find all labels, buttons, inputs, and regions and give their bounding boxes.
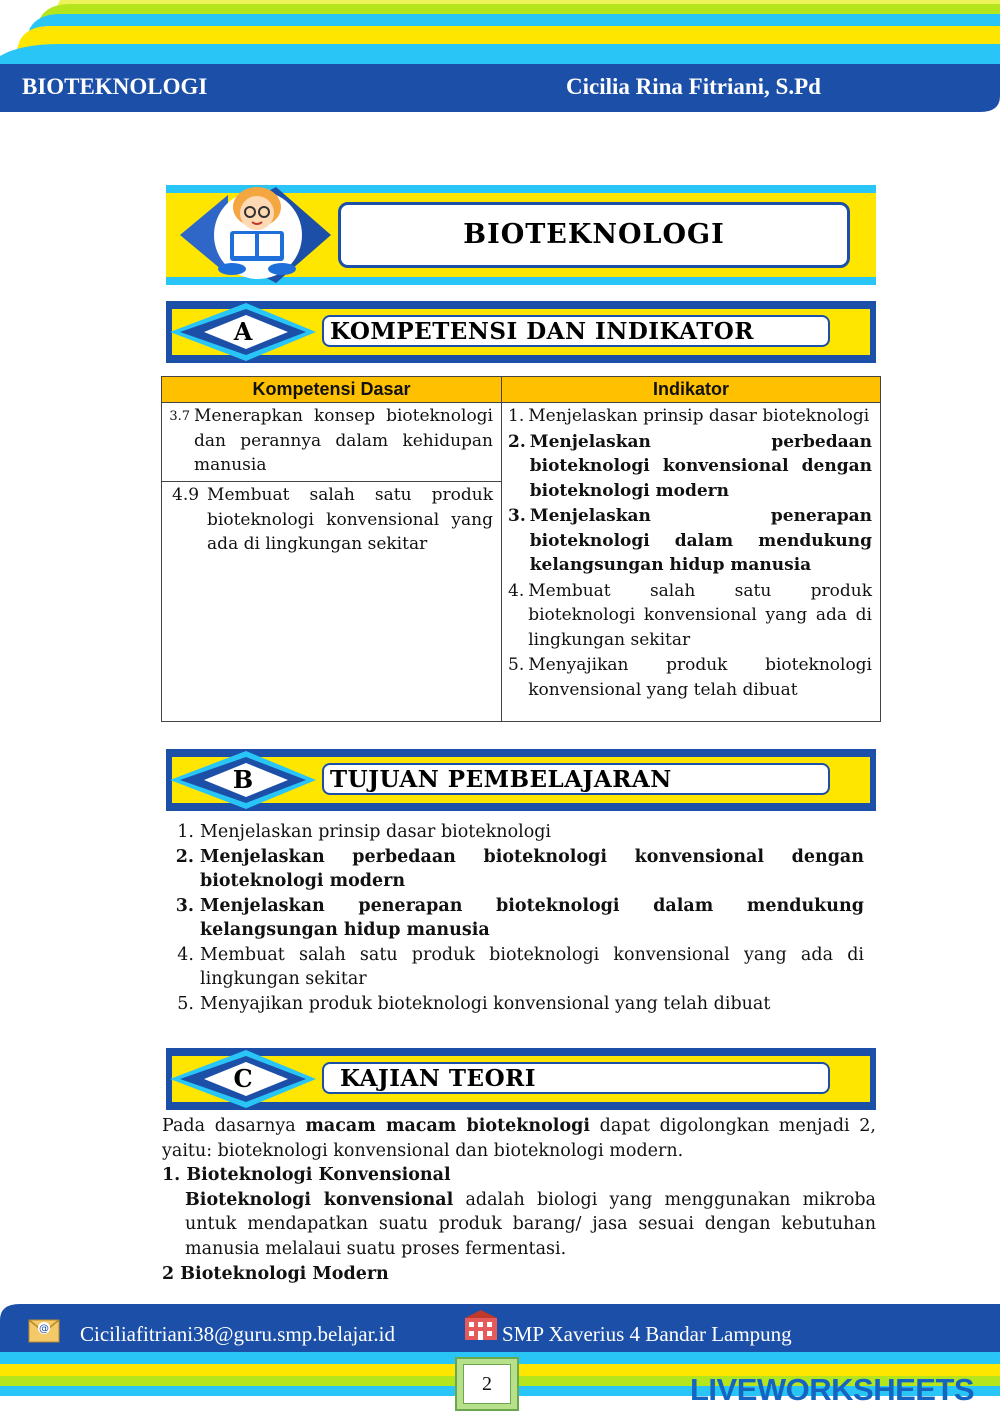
email-icon <box>28 1316 60 1344</box>
list-text: Menyajikan produk bioteknologi konvensional yang telah dibuat <box>200 993 771 1014</box>
list-text: Menjelaskan penerapan bioteknologi dalam mendukung kelangsungan hidup manusia <box>200 895 864 940</box>
section-c-title-box <box>322 1062 830 1094</box>
section-a-letter: A <box>233 317 253 346</box>
indicator-item <box>502 578 880 653</box>
indicator-text: Membuat salah satu produk bioteknologi konvensional yang ada di lingkungan sekitar <box>528 580 872 650</box>
header-author: Cicilia Rina Fitriani, S.Pd <box>566 74 821 99</box>
paragraph-text: adalah biologi yang menggunakan mikroba untuk mendapatkan suatu produk barang/ jasa sesuai dengan kebutuhan manusia melalaui suatu proses fermentasi. <box>185 1189 876 1259</box>
list-item <box>170 894 864 943</box>
section-b-title-box <box>322 763 830 795</box>
paragraph-bold-text: Bioteknologi konvensional <box>185 1189 454 1210</box>
table-header-kd: Kompetensi Dasar <box>162 377 502 403</box>
kd-text: Membuat salah satu produk bioteknologi konvensional yang ada di lingkungan sekitar <box>207 485 493 554</box>
section-b-banner <box>166 749 876 811</box>
theory-content <box>162 1114 876 1286</box>
header-stripes <box>0 0 1000 120</box>
indicator-text: Menjelaskan perbedaan bioteknologi konvensional dengan bioteknologi modern <box>529 431 872 501</box>
indicator-number: 2. <box>508 431 526 452</box>
kd-number: 4.9 <box>172 485 200 505</box>
school-building-icon <box>463 1310 499 1342</box>
footer-school: SMP Xaverius 4 Bandar Lampung <box>502 1322 792 1346</box>
theory-paragraph-1 <box>162 1188 876 1262</box>
list-text: Menjelaskan prinsip dasar bioteknologi <box>200 822 552 842</box>
list-item <box>170 845 864 894</box>
page-number-box <box>455 1357 519 1411</box>
indicator-number: 3. <box>508 506 526 526</box>
kd-cell-1 <box>162 403 502 482</box>
indicator-text: Menyajikan produk bioteknologi konvensional yang telah dibuat <box>528 655 872 700</box>
footer-email: Ciciliafitriani38@guru.smp.belajar.id <box>80 1322 396 1346</box>
reading-child-illustration <box>202 179 312 279</box>
list-text: Menjelaskan perbedaan bioteknologi konvensional dengan bioteknologi modern <box>200 846 864 891</box>
section-a-title: KOMPETENSI DAN INDIKATOR <box>330 318 754 345</box>
list-number: 4. <box>177 944 194 965</box>
table-header-indicator: Indikator <box>502 377 881 403</box>
header-subject: BIOTEKNOLOGI <box>22 74 208 99</box>
kd-number: 3.7 <box>169 409 190 424</box>
section-c-letter: C <box>233 1064 253 1093</box>
page-footer <box>0 1300 1000 1414</box>
list-number: 1. <box>177 822 194 842</box>
page-number: 2 <box>463 1364 511 1404</box>
indicator-item <box>502 503 880 578</box>
kd-text: Menerapkan konsep bioteknologi dan perannya dalam kehidupan manusia <box>194 406 493 475</box>
theory-heading-2: 2 Bioteknologi Modern <box>162 1263 389 1284</box>
liveworksheets-watermark: LIVEWORKSHEETS <box>690 1372 975 1407</box>
page-header <box>0 0 1000 120</box>
intro-bold-text: macam macam bioteknologi <box>305 1116 591 1136</box>
title-box <box>338 202 850 268</box>
indicator-item <box>502 652 880 702</box>
section-b-title: TUJUAN PEMBELAJARAN <box>330 766 672 793</box>
svg-text:@: @ <box>39 1323 49 1335</box>
page-title: BIOTEKNOLOGI <box>463 219 725 250</box>
indicator-cell <box>502 403 881 722</box>
indicator-item <box>502 403 880 429</box>
indicator-item <box>502 429 880 504</box>
section-c-title: KAJIAN TEORI <box>340 1065 536 1092</box>
indicator-text: Menjelaskan prinsip dasar bioteknologi <box>528 406 870 426</box>
kd-item <box>162 403 501 478</box>
intro-text: Pada dasarnya <box>162 1116 306 1136</box>
kd-cell-2 <box>162 482 502 722</box>
list-number: 3. <box>175 895 194 916</box>
title-banner <box>166 185 876 285</box>
indicator-number: 4. <box>508 580 525 601</box>
section-a-title-box <box>322 315 830 347</box>
list-item <box>170 820 864 845</box>
section-b-letter: B <box>232 765 254 794</box>
section-c-banner <box>166 1048 876 1110</box>
theory-intro <box>162 1114 876 1163</box>
objectives-list <box>170 820 864 1016</box>
intro-text: dapat digolongkan menjadi 2, yaitu: bioteknologi konvensional dan bioteknologi modern. <box>162 1116 876 1161</box>
list-number: 5. <box>177 993 194 1014</box>
kd-item <box>162 482 501 557</box>
list-text: Membuat salah satu produk bioteknologi konvensional yang ada di lingkungan sekitar <box>200 944 864 989</box>
list-item <box>170 943 864 992</box>
competency-table <box>161 376 881 722</box>
section-a-banner <box>166 301 876 363</box>
indicator-number: 1. <box>508 406 525 426</box>
theory-heading-1: 1. Bioteknologi Konvensional <box>162 1165 451 1186</box>
indicator-number: 5. <box>508 655 525 675</box>
list-item <box>170 992 864 1017</box>
indicator-text: Menjelaskan penerapan bioteknologi dalam mendukung kelangsungan hidup manusia <box>529 506 872 575</box>
list-number: 2. <box>175 846 194 867</box>
